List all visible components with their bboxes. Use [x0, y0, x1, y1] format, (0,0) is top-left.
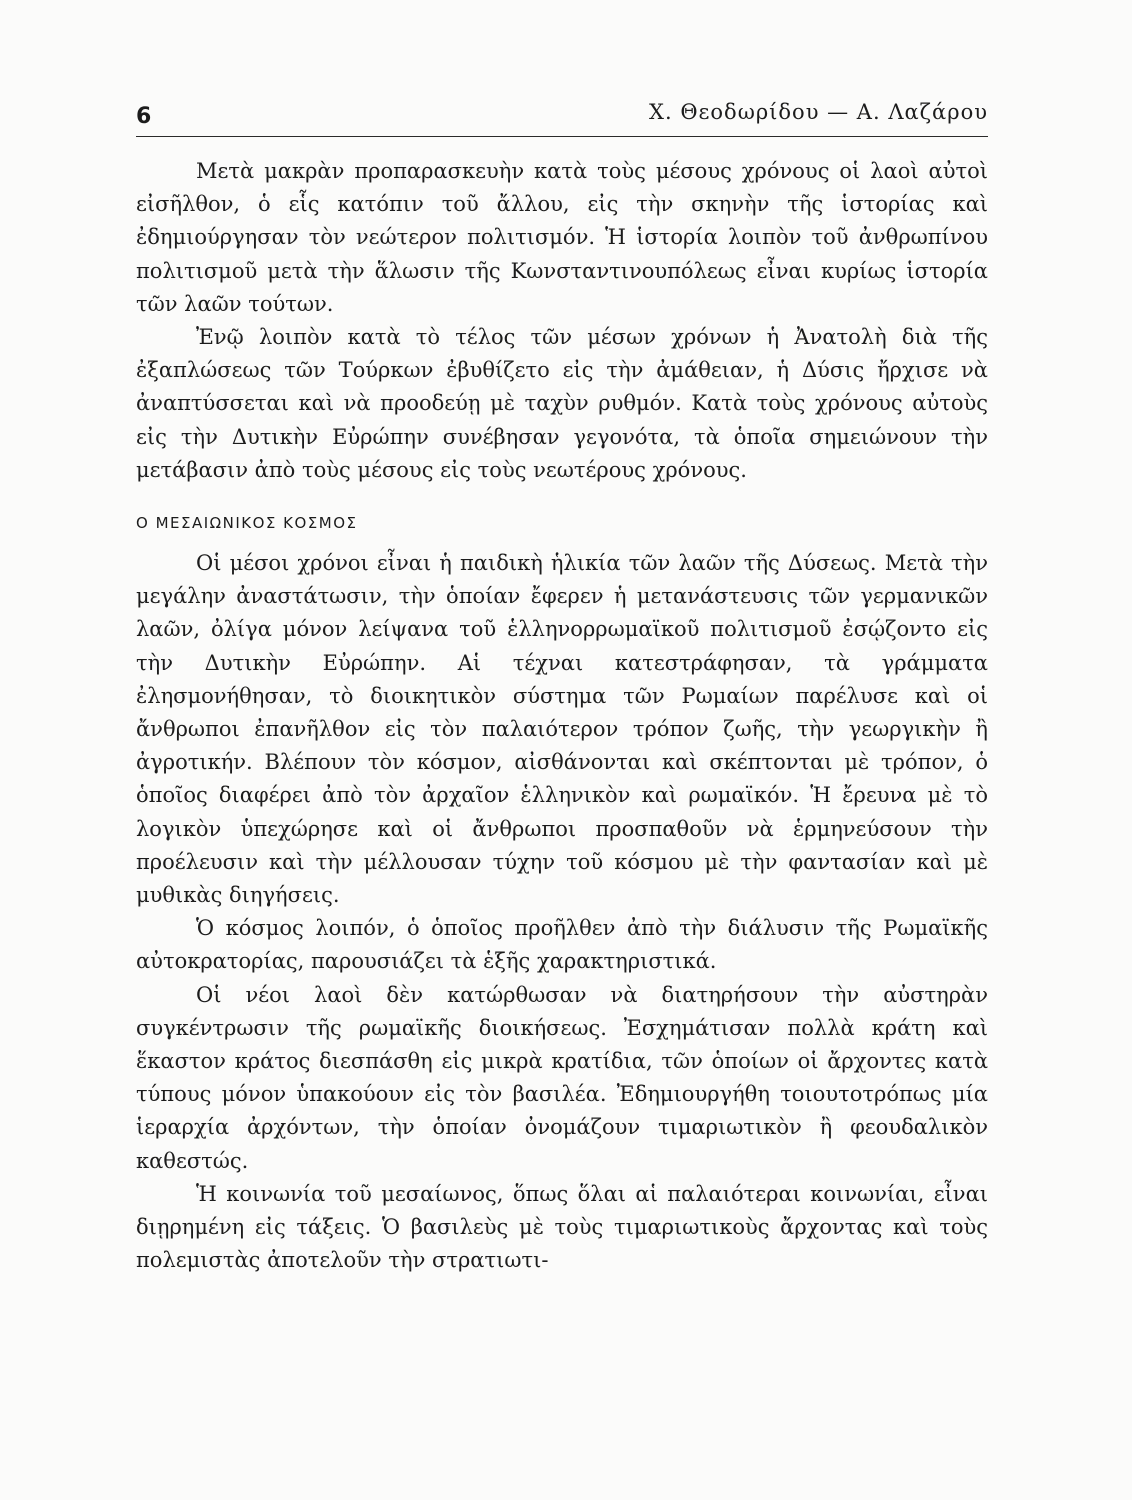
- paragraph: Οἱ νέοι λαοὶ δὲν κατώρθωσαν νὰ διατηρήσουν τὴν αὐστηρὰν συγκέντρωσιν τῆς ρωμαϊκῆς διοικήσεως. Ἐσχημάτισαν πολλὰ κράτη καὶ ἕκαστον κράτος διεσπάσθη εἰς μικρὰ κρατίδια, τῶν ὁποίων οἱ ἄρχοντες κατὰ τύπους μόνον ὑπακούουν εἰς τὸν βασιλέα. Ἐδημιουργήθη τοιουτοτρόπως μία ἱεραρχία ἀρχόντων, τὴν ὁποίαν ὀνομάζουν τιμαριωτικὸν ἢ φεουδαλικὸν καθεστώς.: [136, 982, 988, 1173]
- page-number: 6: [136, 104, 152, 129]
- paragraph: Ἡ κοινωνία τοῦ μεσαίωνος, ὅπως ὅλαι αἱ παλαιότεραι κοινωνίαι, εἶναι διῃρημένη εἰς τάξεις. Ὁ βασιλεὺς μὲ τοὺς τιμαριωτικοὺς ἄρχοντας καὶ τοὺς πολεμιστὰς ἀποτελοῦν τὴν στρατιωτι-: [136, 1181, 988, 1273]
- section-heading: Ο ΜΕΣΑΙΩΝΙΚΟΣ ΚΟΣΜΟΣ: [136, 514, 358, 533]
- header-rule: [136, 136, 988, 137]
- paragraph: Οἱ μέσοι χρόνοι εἶναι ἡ παιδικὴ ἡλικία τῶν λαῶν τῆς Δύσεως. Μετὰ τὴν μεγάλην ἀναστάτωσιν, τὴν ὁποίαν ἔφερεν ἡ μετανάστευσις τῶν γερμανικῶν λαῶν, ὀλίγα μόνον λείψανα τοῦ ἑλληνορρωμαϊκοῦ πολιτισμοῦ ἐσῴζοντο εἰς τὴν Δυτικὴν Εὐρώπην. Αἱ τέχναι κατεστράφησαν, τὰ γράμματα ἐλησμονήθησαν, τὸ διοικητικὸν σύστημα τῶν Ρωμαίων παρέλυσε καὶ οἱ ἄνθρωποι ἐπανῆλθον εἰς τὸν παλαιότερον τρόπον ζωῆς, τὴν γεωργικὴν ἢ ἀγροτικήν. Βλέπουν τὸν κόσμον, αἰσθάνονται καὶ σκέπτονται μὲ τρόπον, ὁ ὁποῖος διαφέρει ἀπὸ τὸν ἀρχαῖον ἑλληνικὸν καὶ ρωμαϊκόν. Ἡ ἔρευνα μὲ τὸ λογικὸν ὑπεχώρησε καὶ οἱ ἄνθρωποι προσπαθοῦν νὰ ἑρμηνεύσουν τὴν προέλευσιν καὶ τὴν μέλλουσαν τύχην τοῦ κόσμου μὲ τὴν φαντασίαν καὶ μὲ μυθικὰς διηγήσεις.: [136, 551, 988, 908]
- page-body: [136, 155, 988, 1278]
- paragraph: Ὁ κόσμος λοιπόν, ὁ ὁποῖος προῆλθεν ἀπὸ τὴν διάλυσιν τῆς Ρωμαϊκῆς αὐτοκρατορίας, παρουσιάζει τὰ ἑξῆς χαρακτηριστικά.: [136, 916, 988, 974]
- running-head: Χ. Θεοδωρίδου — Α. Λαζάρου: [649, 100, 988, 124]
- paragraph: Ἐνῷ λοιπὸν κατὰ τὸ τέλος τῶν μέσων χρόνων ἡ Ἀνατολὴ διὰ τῆς ἐξαπλώσεως τῶν Τούρκων ἐβυθίζετο εἰς τὴν ἀμάθειαν, ἡ Δύσις ἤρχισε νὰ ἀναπτύσσεται καὶ νὰ προοδεύῃ μὲ ταχὺν ρυθμόν. Κατὰ τοὺς χρόνους αὐτοὺς εἰς τὴν Δυτικὴν Εὐρώπην συνέβησαν γεγονότα, τὰ ὁποῖα σημειώνουν τὴν μετάβασιν ἀπὸ τοὺς μέσους εἰς τοὺς νεωτέρους χρόνους.: [136, 325, 988, 482]
- paragraph: Μετὰ μακρὰν προπαρασκευὴν κατὰ τοὺς μέσους χρόνους οἱ λαοὶ αὐτοὶ εἰσῆλθον, ὁ εἷς κατόπιν τοῦ ἄλλου, εἰς τὴν σκηνὴν τῆς ἱστορίας καὶ ἐδημιούργησαν τὸν νεώτερον πολιτισμόν. Ἡ ἱστορία λοιπὸν τοῦ ἀνθρωπίνου πολιτισμοῦ μετὰ τὴν ἅλωσιν τῆς Κωνσταντινουπόλεως εἶναι κυρίως ἱστορία τῶν λαῶν τούτων.: [136, 159, 988, 316]
- page-header: [136, 98, 988, 138]
